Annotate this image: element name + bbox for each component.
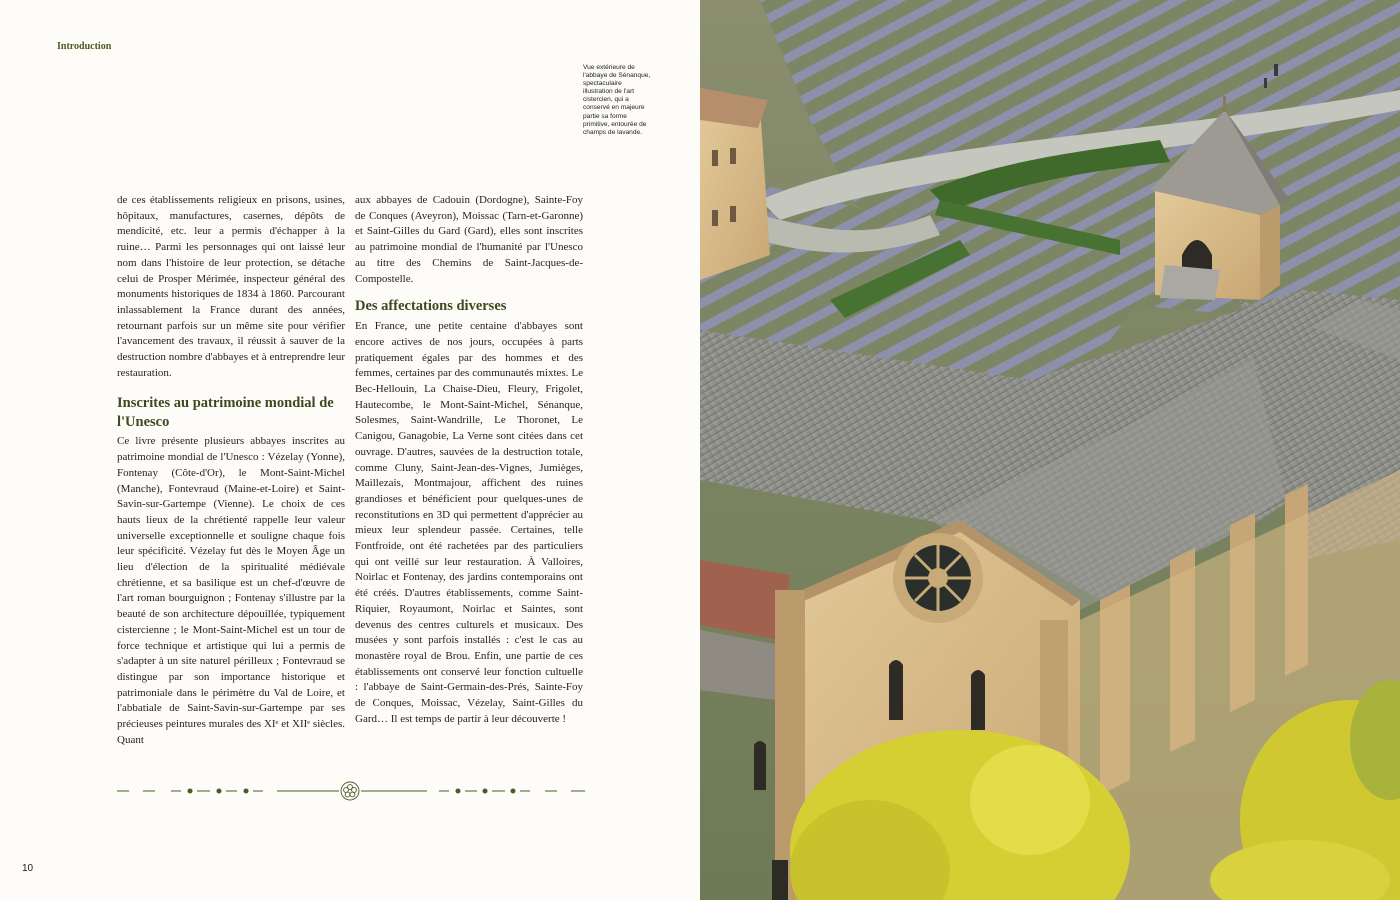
page-number: 10 [22, 863, 34, 874]
paragraph: aux abbayes de Cadouin (Dordogne), Sainte-Foy de Conques (Aveyron), Moissac (Tarn-et-Garonne) et Saint-Gilles du Gard (Gard), elles sont inscrites au patrimoine mondial de l'humanité par l'Unesco au titre des Chemins de Saint-Jacques-de-Compostelle. [355, 194, 583, 285]
paragraph: En France, une petite centaine d'abbayes sont encore actives de nos jours, occupées à parts pratiquement égales par des hommes et des femmes, certaines par des communautés mixtes. Le Bec-Hellouin, La Chaise-Dieu, Fleury, Frigolet, Hautecombe, le Mont-Saint-Michel, Sénanque, Solesmes, Saint-Wandrille, Le Thoronet, Le Canigou, Ganagobie, La Verne sont citées dans cet ouvrage. D'autres, sauvées de la destruction totale, comme Cluny, Saint-Jean-des-Vignes, Jumièges, Maillezais, Montmajour, affichent des ruines grandioses et bénéficient pour quelques-unes de reconstitutions en 3D qui permettent d'apprécier au mieux leur splendeur passée. Certaines, telle Fontfroide, ont été rachetées par des particuliers qui ont veillé sur leur restauration. À Valloires, Noirlac et Fontenay, des jardins contemporains ont été créés. D'autres établissements, comme Saint-Riquier, Royaumont, Noirlac et Saintes, sont devenus des centres culturels et musicaux. Des musées y sont parfois installés : c'est le cas au monastère royal de Brou. Enfin, une partie de ces établissements ont conservé leur fonction cultuelle : l'abbaye de Saint-Germain-des-Prés, Sainte-Foy de Conques, Moissac, Vézelay, Saint-Gilles du Gard… Il est temps de partir à leur découverte ! [355, 320, 583, 725]
section-heading: Inscrites au patrimoine mondial de l'Unesco [117, 395, 334, 431]
ornamental-divider [115, 778, 587, 804]
section-heading: Des affectations diverses [355, 298, 507, 315]
paragraph: Ce livre présente plusieurs abbayes inscrites au patrimoine mondial de l'Unesco : Vézelay (Yonne), Fontenay (Côte-d'Or), le Mont-Saint-Michel (Manche), Fontevraud (Maine-et-Loire) et Saint-Savin-sur-Gartempe (Vienne). Le choix de ces hauts lieux de la chrétienté rappelle leur valeur universelle exceptionnelle et souligne chaque fois leur spécificité. Vézelay fut dès le Moyen Âge un lieu d'élection de la spiritualité médiévale chrétienne, et sa basilique est un chef-d'œuvre de l'art roman bourguignon ; Fontenay s'illustre par la beauté de son architecture dépouillée, typiquement cistercienne ; le Mont-Saint-Michel est un tour de force technique et artistique qui lui a permis de s'adapter à un site naturel périlleux ; Fontevraud se distingue par son importance historique et patrimoniale dans le périmètre du Val de Loire, et l'abbatiale de Saint-Savin-sur-Gartempe par ses précieuses peintures murales des XIᵉ et XIIᵉ siècles. Quant [117, 435, 345, 746]
rose-window [893, 533, 983, 623]
photo-caption: Vue extérieure de l'abbaye de Sénanque, spectaculaire illustration de l'art cistercien, qui a conservé en majeure partie sa forme primitive, entourée de champs de lavande. [583, 64, 651, 136]
abbey-photograph [700, 0, 1400, 900]
paragraph: de ces établissements religieux en prisons, usines, hôpitaux, manufactures, casernes, dépôts de mendicité, etc. leur a permis d'échapper à la ruine… Parmi les personnages qui ont laissé leur nom dans l'histoire de leur protection, se détache celui de Prosper Mérimée, inspecteur général des monuments historiques de 1834 à 1860. Parcourant inlassablement la France durant des années, retournant parfois sur un même site pour vérifier l'avancement des travaux, il réussit à sauver de la destruction nombre d'abbayes et à entreprendre leur restauration. [117, 194, 345, 379]
text-column-left [117, 193, 345, 749]
section-label: Introduction [57, 41, 112, 52]
text-column-right [355, 193, 583, 728]
